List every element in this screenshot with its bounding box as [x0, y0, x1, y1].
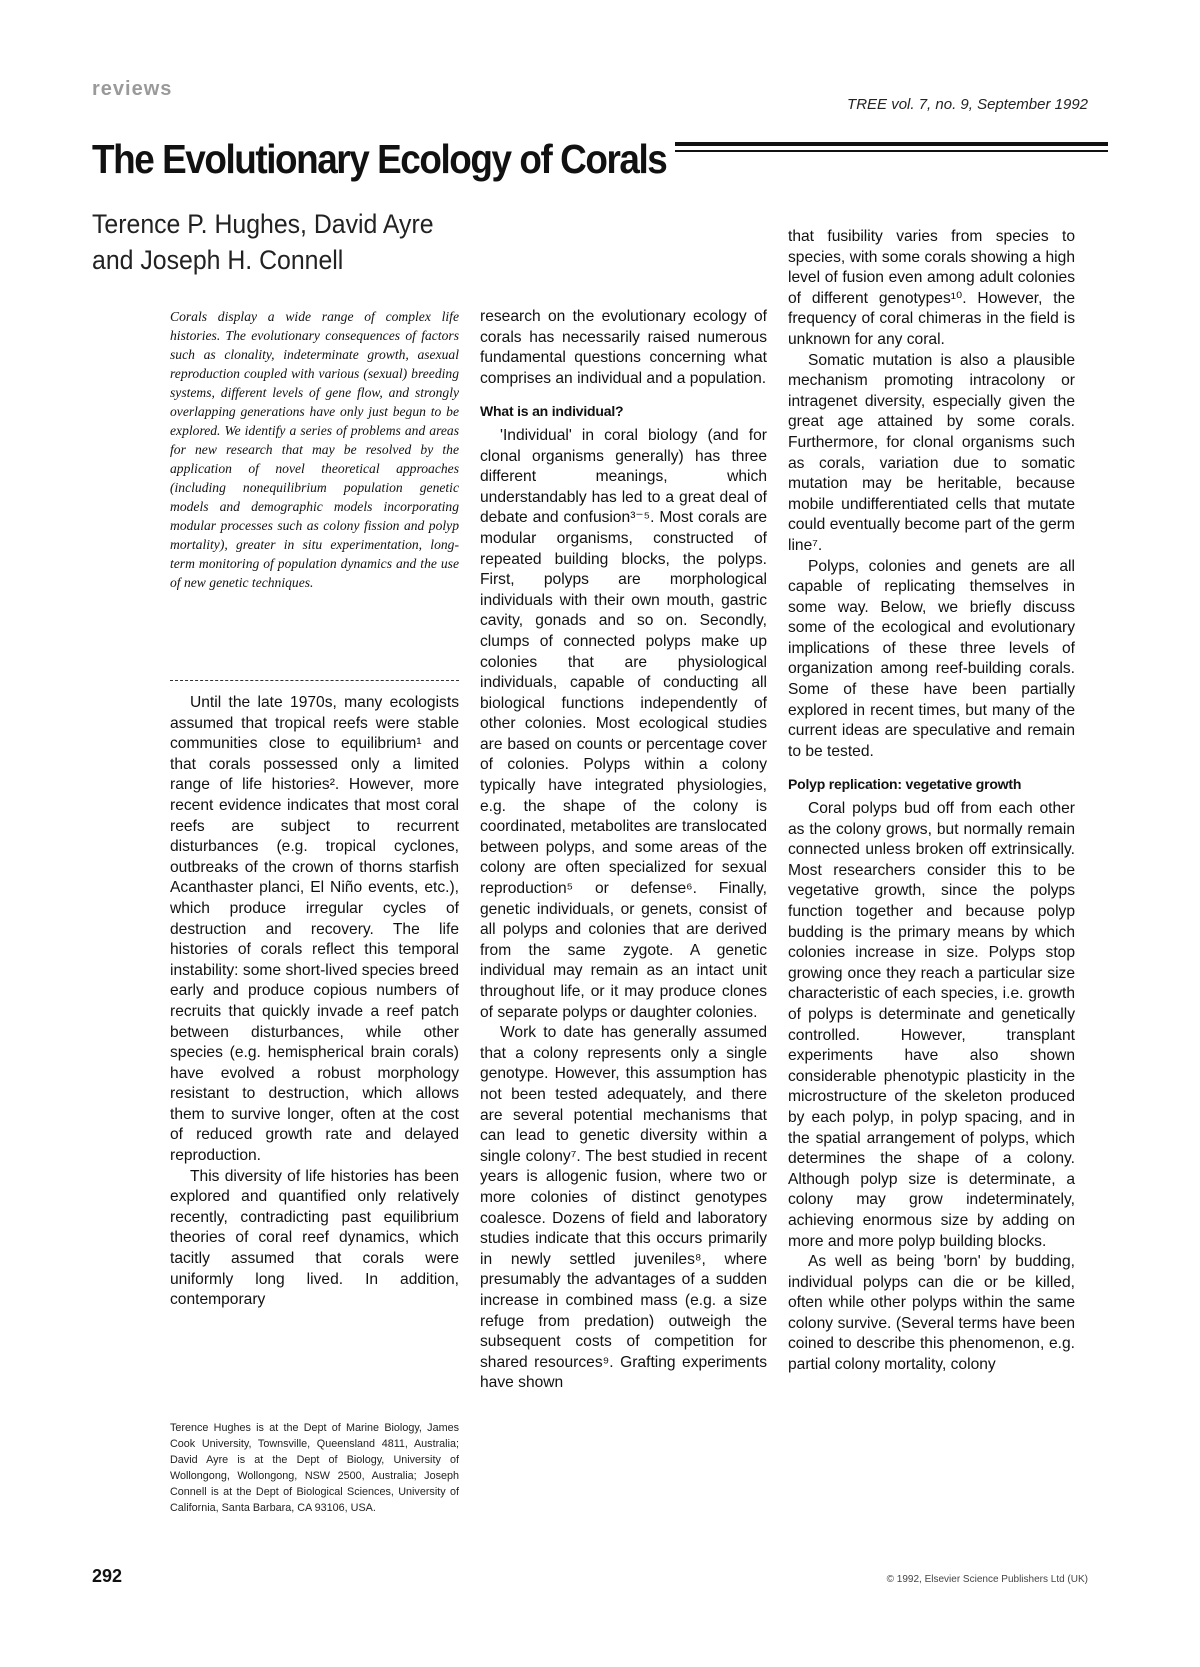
author-list: [92, 206, 434, 278]
body-paragraph: This diversity of life histories has been explored and quantified only relatively recently, contradicting past equilibrium theories of coral reef dynamics, which tacitly assumed that corals were uniformly long lived. In addition, contemporary: [170, 1167, 459, 1309]
body-paragraph: Until the late 1970s, many ecologists assumed that tropical reefs were stable communities close to equilibrium¹ and that corals possessed only a limited range of life histories². However, more recent evidence indicates that most coral reefs are subject to recurrent disturbances (e.g. tropical cyclones, outbreaks of the crown of thorns starfish Acanthaster planci, El Niño events, etc.), which produce irregular cycles of destruction and recovery. The life histories of corals reflect this temporal instability: some short-lived species breed early and produce copious numbers of recruits that quickly invade a reef patch between disturbances, while other species (e.g. hemispherical brain corals) have evolved a robust morphology resistant to destruction, which allows them to survive longer, often at the cost of reduced growth rate and delayed reproduction.: [170, 694, 459, 1165]
column-2: [480, 307, 767, 1394]
body-paragraph: Work to date has generally assumed that a colony represents only a single genotype. However, this assumption has not been tested adequately, and there are several potential mechanisms that can lead to genetic diversity within a single colony⁷. The best studied in recent years is allogenic fusion, where two or more colonies of distinct genotypes coalesce. Dozens of field and laboratory studies indicate that this occurs primarily in newly settled juveniles⁸, where presumably the advantages of a sudden increase in combined mass (e.g. a size refuge from predation) outweigh the subsequent costs of competition for shared resources⁹. Grafting experiments have shown: [480, 1024, 767, 1392]
authors-line-1: Terence P. Hughes, David Ayre: [92, 209, 434, 239]
body-paragraph: Coral polyps bud off from each other as the colony grows, but normally remain connected unless broken off extrinsically. Most researchers consider this to be vegetative growth, since the polyps function together and because polyp budding is the primary means by which colonies increase in size. Polyps stop growing once they reach a particular size characteristic of each species, i.e. growth of polyps is determinate and genetically controlled. However, transplant experiments have also shown considerable phenotypic plasticity in the microstructure of the skeleton produced by each polyp, in polyp spacing, and in the spatial arrangement of polyps, which determines the shape of a colony. Although polyp size is determinate, a colony may grow indeterminately, achieving enormous size by adding on more and more polyp building blocks.: [788, 800, 1075, 1250]
column-3: [788, 227, 1075, 1376]
body-paragraph: research on the evolutionary ecology of corals has necessarily raised numerous fundamental questions concerning what comprises an individual and a population.: [480, 308, 767, 387]
abstract: Corals display a wide range of complex life histories. The evolutionary consequences of factors such as clonality, indeterminate growth, asexual reproduction coupled with various (sexual) breeding systems, different levels of gene flow, and strongly overlapping generations have only just begun to be explored. We identify a series of problems and areas for new research that may be resolved by the application of novel theoretical approaches (including nonequilibrium population genetic models and demographic models incorporating modular processes such as colony fission and polyp mortality), greater in situ experimentation, long-term monitoring of population dynamics and the use of new genetic techniques.: [170, 309, 459, 590]
body-paragraph: Somatic mutation is also a plausible mechanism promoting intracolony or intragenet diversity, especially given the great age attained by some corals. Furthermore, for clonal organisms such as corals, variation due to somatic mutation may be heritable, because mobile undifferentiated cells that mutate could eventually become part of the germ line⁷.: [788, 351, 1075, 554]
article-title: The Evolutionary Ecology of Corals: [92, 136, 667, 182]
title-rule-bottom: [675, 150, 1108, 152]
abstract-divider: [170, 680, 459, 681]
title-rule-top: [675, 142, 1108, 146]
body-paragraph: 'Individual' in coral biology (and for clonal organisms generally) has three different meanings, which understandably has led to a great deal of debate and confusion³⁻⁵. Most corals are modular organisms, constructed of repeated building blocks, the polyps. First, polyps are morphological individuals with their own mouth, gastric cavity, gonads and so on. Secondly, clumps of connected polyps make up colonies that are physiological individuals, capable of conducting all biological functions independently of other colonies. Most ecological studies are based on counts or percentage cover of colonies. Polyps within a colony typically have integrated physiologies, e.g. the shape of the colony is coordinated, metabolites are translocated between polyps, and some areas of the colony are often specialized for sexual reproduction⁵ or defense⁶. Finally, genetic individuals, or genets, consist of all polyps and colonies that are derived from the same zygote. A genetic individual may remain as an intact unit throughout life, or it may produce clones of separate polyps or daughter colonies.: [480, 426, 767, 1021]
author-affiliations-footnote: Terence Hughes is at the Dept of Marine Biology, James Cook University, Townsville, Queensland 4811, Australia; David Ayre is at the Dept of Biology, University of Wollongong, Wollongong, NSW 2500, Australia; Joseph Connell is at the Dept of Biological Sciences, University of California, Santa Barbara, CA 93106, USA.: [170, 1422, 459, 1514]
page-number: 292: [92, 1566, 123, 1586]
body-paragraph: that fusibility varies from species to species, with some corals showing a high level of fusion even among adult colonies of different genotypes¹⁰. However, the frequency of coral chimeras in the field is unknown for any coral.: [788, 228, 1075, 348]
journal-reference: TREE vol. 7, no. 9, September 1992: [847, 96, 1088, 113]
section-heading: Polyp replication: vegetative growth: [788, 776, 1022, 793]
column-1: [170, 693, 459, 1311]
body-paragraph: As well as being 'born' by budding, individual polyps can die or be killed, often while other polyps within the same colony survive. (Several terms have been coined to describe this phenomenon, e.g. partial colony mortality, colony: [788, 1253, 1075, 1374]
section-heading: What is an individual?: [480, 403, 624, 420]
body-paragraph: Polyps, colonies and genets are all capable of replicating themselves in some way. Below, we briefly discuss some of the ecological and evolutionary implications of these three levels of organization among reef-building corals. Some of these have been partially explored in recent times, but many of the current ideas are speculative and remain to be tested.: [788, 557, 1075, 760]
authors-line-2: and Joseph H. Connell: [92, 245, 344, 275]
section-tag: reviews: [92, 78, 173, 100]
copyright-notice: © 1992, Elsevier Science Publishers Ltd (UK): [886, 1574, 1088, 1585]
